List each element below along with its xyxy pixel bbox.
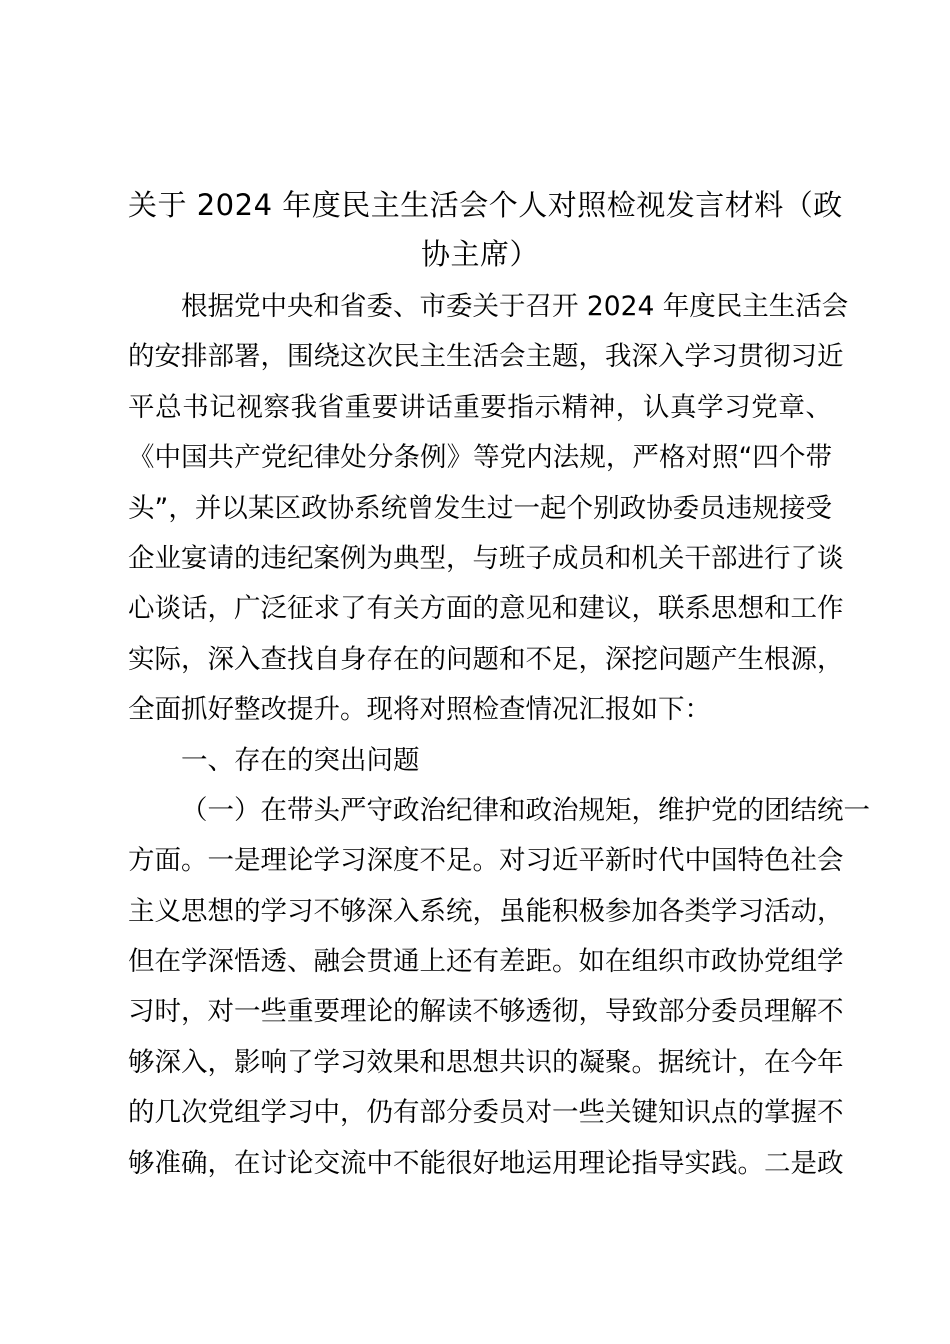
text-line: 够准确，在讨论交流中不能很好地运用理论指导实践。二是政 [128, 1147, 844, 1179]
text-line: 习时，对一些重要理论的解读不够透彻，导致部分委员理解不 [128, 996, 844, 1028]
text-line: 方面。一是理论学习深度不足。对习近平新时代中国特色社会 [128, 845, 844, 877]
text-line: 的安排部署，围绕这次民主生活会主题，我深入学习贯彻习近 [128, 341, 844, 373]
title-line-1: 关于 2024 年度民主生活会个人对照检视发言材料（政 [128, 188, 843, 222]
text-line: 心谈话，广泛征求了有关方面的意见和建议，联系思想和工作 [128, 593, 844, 625]
text-line: （一）在带头严守政治纪律和政治规矩，维护党的团结统一 [181, 794, 870, 826]
text-line: 实际，深入查找自身存在的问题和不足，深挖问题产生根源， [128, 643, 844, 675]
text-line: 企业宴请的违纪案例为典型，与班子成员和机关干部进行了谈 [128, 542, 844, 574]
text-line: 根据党中央和省委、市委关于召开 2024 年度民主生活会 [181, 291, 849, 322]
text-line: 的几次党组学习中，仍有部分委员对一些关键知识点的掌握不 [128, 1097, 844, 1129]
text-line: 全面抓好整改提升。现将对照检查情况汇报如下： [128, 694, 711, 726]
text-line: 平总书记视察我省重要讲话重要指示精神，认真学习党章、 [128, 391, 832, 423]
text-line: 够深入，影响了学习效果和思想共识的凝聚。据统计，在今年 [128, 1046, 844, 1078]
text-line: 但在学深悟透、融会贯通上还有差距。如在组织市政协党组学 [128, 946, 844, 978]
document-body [128, 282, 870, 1189]
document-title [128, 181, 843, 279]
text-line: 主义思想的学习不够深入系统，虽能积极参加各类学习活动， [128, 895, 844, 927]
section-heading: 一、存在的突出问题 [181, 744, 420, 776]
text-line: 头”，并以某区政协系统曾发生过一起个别政协委员违规接受 [128, 492, 832, 524]
text-line: 《中国共产党纪律处分条例》等党内法规，严格对照“四个带 [128, 442, 832, 474]
title-line-2: 协主席） [420, 237, 539, 271]
